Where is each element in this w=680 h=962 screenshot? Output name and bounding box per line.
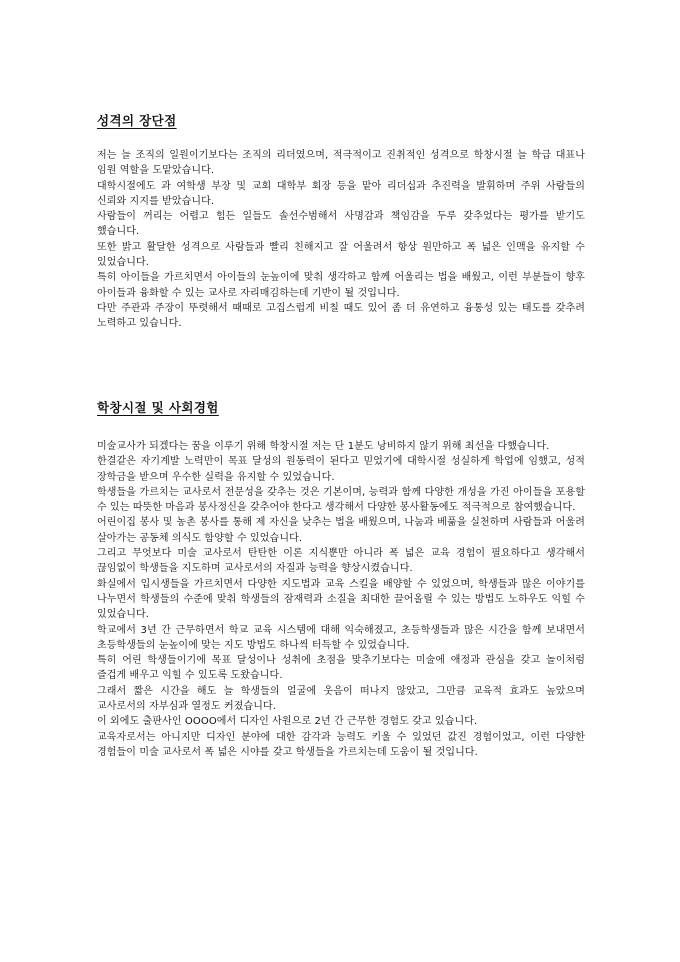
paragraph: 어린이집 봉사 및 농촌 봉사를 통해 제 자신을 낮추는 법을 배웠으며, 나눔과 베풂을 실천하며 사람들과 어울려 살아가는 공동체 의식도 함양할 수 있었습니다. [97, 517, 585, 544]
section-school-and-social-experience [97, 399, 585, 760]
section-body-experience [97, 439, 585, 760]
paragraph: 교육자로서는 아니지만 디자인 분야에 대한 감각과 능력도 키울 수 있었던 값진 경험이었고, 이런 다양한 경험들이 미술 교사로서 폭 넓은 시야를 갖고 학생들을 가르치는데 도움이 될 것입니다. [97, 731, 585, 758]
paragraph: 다만 주관과 주장이 뚜렷해서 때때로 고집스럽게 비칠 때도 있어 좀 더 유연하고 융통성 있는 태도를 갖추려 노력하고 있습니다. [97, 302, 585, 330]
paragraph: 그리고 무엇보다 미술 교사로서 탄탄한 이론 지식뿐만 아니라 폭 넓은 교육 경험이 필요하다고 생각해서 끊임없이 학생들을 지도하며 교사로서의 자질과 능력을 향상시켰습니다. [97, 548, 585, 575]
paragraph: 그래서 짧은 시간을 해도 늘 학생들의 얼굴에 웃음이 떠나지 않았고, 그만큼 교육적 효과도 높았으며 교사로서의 자부심과 열정도 커졌습니다. [97, 685, 585, 713]
paragraph: 이 외에도 출판사인 OOOO에서 디자인 사원으로 2년 간 근무한 경험도 갖고 있습니다. [97, 716, 478, 728]
paragraph: 사람들이 꺼리는 어렵고 힘든 일들도 솔선수범해서 사명감과 책임감을 두루 갖추었다는 평가를 받기도 했습니다. [97, 211, 585, 238]
paragraph: 특히 아이들을 가르치면서 아이들의 눈높이에 맞춰 생각하고 함께 어울리는 법을 배웠고, 이런 부분들이 향후 아이들과 융화할 수 있는 교사로 자리매김하는데 기반이 될 것입니다. [97, 272, 585, 299]
paragraph: 학교에서 3년 간 근무하면서 학교 교육 시스템에 대해 익숙해졌고, 초등학생들과 많은 시간을 함께 보내면서 초등학생들의 눈높이에 맞는 지도 방법도 하나씩 터득할 수 있었습니다. [97, 624, 585, 651]
paragraph: 또한 밝고 활달한 성격으로 사람들과 빨리 친해지고 잘 어울려서 항상 원만하고 폭 넓은 인맥을 유지할 수 있었습니다. [97, 241, 585, 269]
section-heading-personality: 성격의 장단점 [97, 113, 177, 128]
paragraph: 미술교사가 되겠다는 꿈을 이루기 위해 학창시절 저는 단 1분도 낭비하지 않기 위해 최선을 다했습니다. [97, 441, 550, 452]
section-personality [97, 112, 585, 332]
paragraph: 저는 늘 조직의 일원이기보다는 조직의 리더였으며, 적극적이고 진취적인 성격으로 학창시절 늘 학급 대표나 임원 역할을 도맡았습니다. [97, 150, 585, 177]
paragraph: 한결같은 자기계발 노력만이 목표 달성의 원동력이 된다고 믿었기에 대학시절 성실하게 학업에 임했고, 성적 장학금을 받으며 우수한 실력을 유지할 수 있었습니다. [97, 456, 585, 483]
section-heading-experience: 학창시절 및 사회경험 [97, 400, 219, 415]
paragraph: 대학시절에도 과 여학생 부장 및 교회 대학부 회장 등을 맡아 리더십과 추진력을 발휘하며 주위 사람들의 신뢰와 지지를 받았습니다. [97, 180, 585, 207]
paragraph: 특히 어린 학생들이기에 목표 달성이나 성취에 초점을 맞추기보다는 미술에 애정과 관심을 갖고 놀이처럼 즐겁게 배우고 익힐 수 있도록 도왔습니다. [97, 655, 585, 682]
section-body-personality [97, 148, 585, 332]
paragraph: 학생들을 가르치는 교사로서 전문성을 갖추는 것은 기본이며, 능력과 함께 다양한 개성을 가진 아이들을 포용할 수 있는 따뜻한 마음과 봉사정신을 갖추어야 한다고 생각해서 다양한 봉사활동에도 적극적으로 참여했습니다. [97, 486, 585, 514]
paragraph: 화실에서 입시생들을 가르치면서 다양한 지도법과 교육 스킬을 배양할 수 있었으며, 학생들과 많은 이야기를 나누면서 학생들의 수준에 맞춰 학생들의 잠재력과 소질을 최대한 끌어올릴 수 있는 방법도 노하우도 익힐 수 있었습니다. [97, 578, 585, 621]
